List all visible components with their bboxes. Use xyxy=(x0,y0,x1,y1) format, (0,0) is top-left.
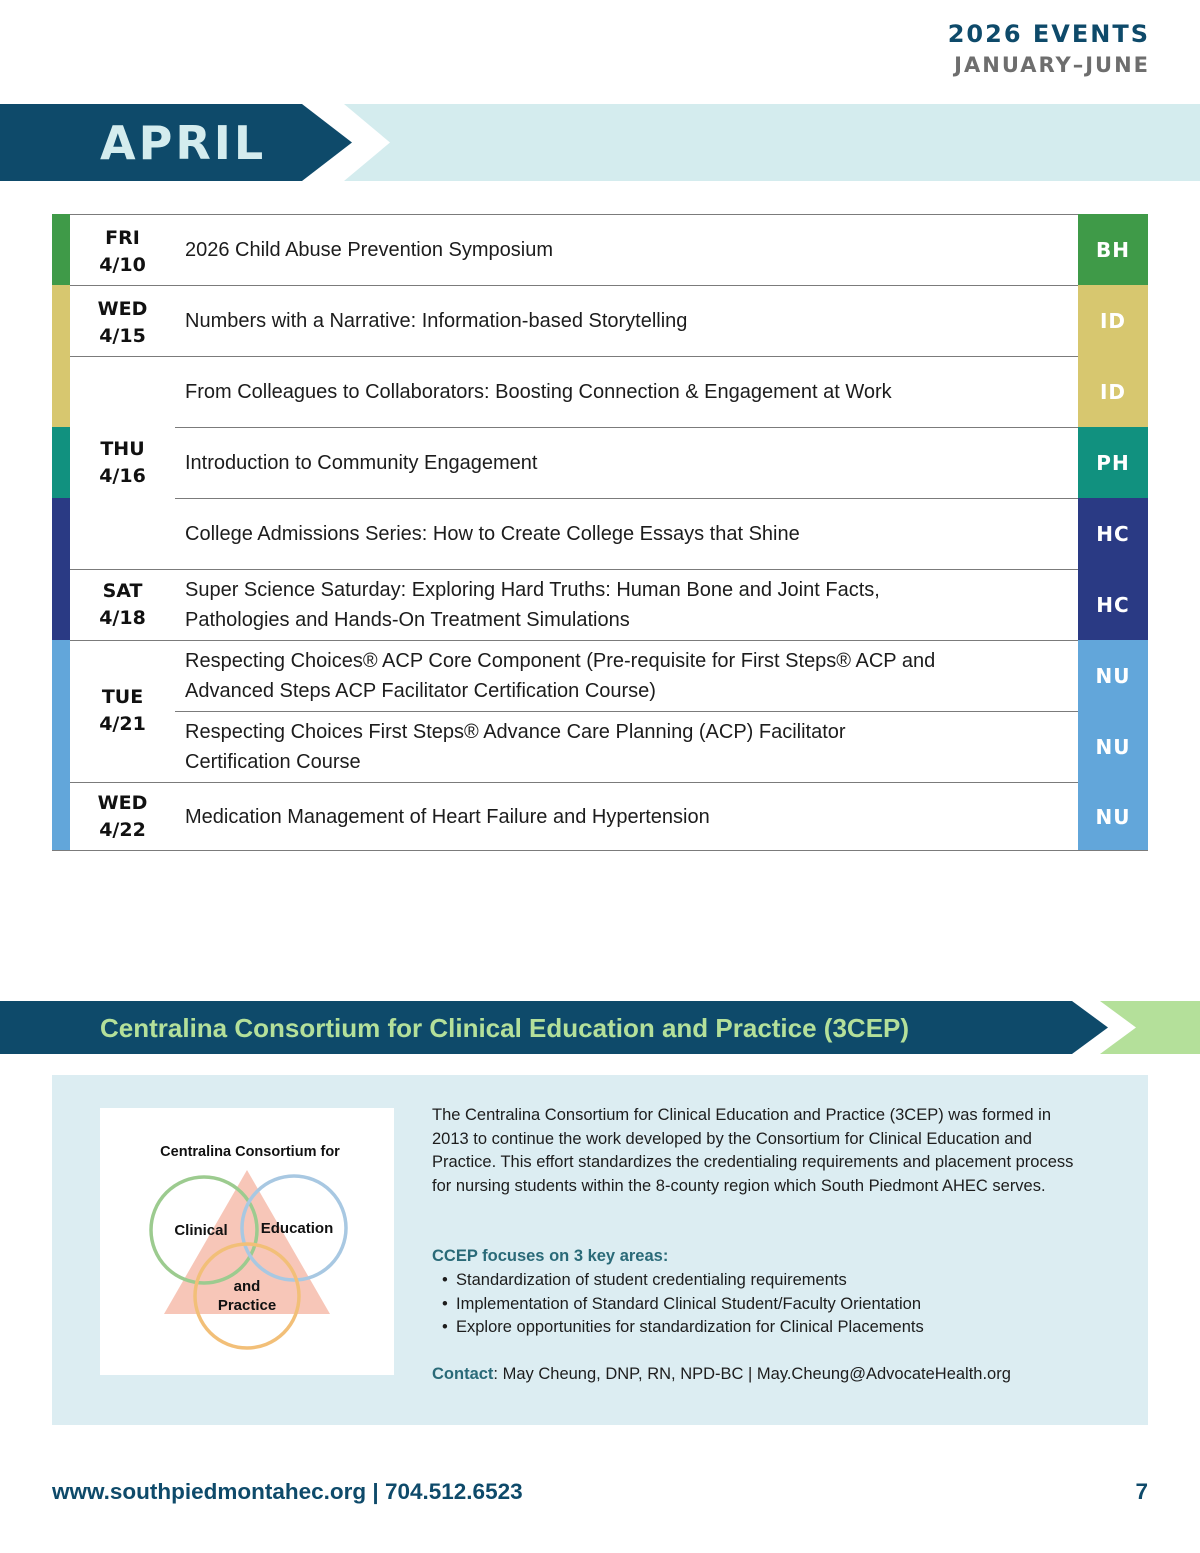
date-weekday: THU xyxy=(100,438,145,460)
date-number: 4/10 xyxy=(99,254,146,276)
row-divider xyxy=(175,711,1078,712)
category-badge: HC xyxy=(1078,569,1148,640)
focus-list xyxy=(432,1269,924,1340)
row-divider xyxy=(70,356,1078,357)
logo-clinical-label: Clinical xyxy=(174,1222,228,1239)
category-stripe xyxy=(52,640,70,851)
focus-heading: CCEP focuses on 3 key areas: xyxy=(432,1247,669,1265)
category-stripe xyxy=(52,285,70,427)
events-range-heading: JANUARY–JUNE xyxy=(954,53,1150,77)
logo-and-label: and xyxy=(233,1278,261,1295)
event-title: 2026 Child Abuse Prevention Symposium xyxy=(185,238,553,261)
row-divider xyxy=(175,427,1078,428)
event-date xyxy=(70,684,175,738)
contact-value: : May Cheung, DNP, RN, NPD-BC | May.Cheung@AdvocateHealth.org xyxy=(493,1365,1011,1383)
event-date xyxy=(70,225,175,279)
logo-education-label: Education xyxy=(260,1220,334,1237)
date-weekday: SAT xyxy=(102,580,143,602)
date-number: 4/21 xyxy=(99,713,146,735)
event-title: Medication Management of Heart Failure and Hypertension xyxy=(185,805,710,828)
category-badge: ID xyxy=(1078,285,1148,356)
event-title: From Colleagues to Collaborators: Boosting Connection & Engagement at Work xyxy=(185,380,892,403)
row-divider xyxy=(175,498,1078,499)
event-date xyxy=(70,296,175,350)
events-table xyxy=(52,214,1148,851)
event-date xyxy=(70,790,175,844)
event-title: College Admissions Series: How to Create College Essays that Shine xyxy=(185,522,800,545)
logo-caption: Centralina Consortium for xyxy=(160,1144,340,1160)
date-number: 4/18 xyxy=(99,607,146,629)
focus-item: • Implementation of Standard Clinical Student/Faculty Orientation xyxy=(432,1293,924,1317)
date-number: 4/22 xyxy=(99,819,146,841)
row-divider xyxy=(70,569,1078,570)
section-title: Centralina Consortium for Clinical Education and Practice (3CEP) xyxy=(100,1013,910,1043)
date-number: 4/15 xyxy=(99,325,146,347)
event-title: Super Science Saturday: Exploring Hard Truths: Human Bone and Joint Facts, Pathologies and Hands-On Treatment Simulations xyxy=(185,578,880,631)
category-badge: PH xyxy=(1078,427,1148,498)
footer-website-phone: www.southpiedmontahec.org | 704.512.6523 xyxy=(52,1479,523,1504)
focus-item: • Explore opportunities for standardization for Clinical Placements xyxy=(432,1316,924,1340)
contact-line xyxy=(432,1363,1011,1387)
event-date xyxy=(70,578,175,632)
date-weekday: TUE xyxy=(101,686,144,708)
category-stripe xyxy=(52,214,70,285)
row-divider xyxy=(52,850,1148,851)
category-badge: NU xyxy=(1078,782,1148,851)
logo-practice-label: Practice xyxy=(217,1297,277,1314)
row-divider xyxy=(70,214,1078,215)
date-weekday: FRI xyxy=(105,227,140,249)
date-number: 4/16 xyxy=(99,465,146,487)
category-badge: NU xyxy=(1078,640,1148,711)
category-stripe xyxy=(52,498,70,640)
category-badge: NU xyxy=(1078,711,1148,782)
category-stripe xyxy=(52,427,70,498)
event-date xyxy=(70,436,175,490)
event-title: Numbers with a Narrative: Information-based Storytelling xyxy=(185,309,688,332)
date-weekday: WED xyxy=(97,792,148,814)
row-divider xyxy=(70,782,1078,783)
page-number: 7 xyxy=(1135,1479,1148,1504)
month-title: APRIL xyxy=(100,116,267,170)
category-badge: BH xyxy=(1078,214,1148,285)
category-badge: HC xyxy=(1078,498,1148,569)
section-description: The Centralina Consortium for Clinical Education and Practice (3CEP) was formed in 2013 to continue the work developed by the Consortium for Clinical Education and Practice. This effort standardizes the credentialing requirements and placement process for nursing students within the 8-county region which South Piedmont AHEC serves. xyxy=(432,1106,1074,1195)
consortium-logo xyxy=(100,1108,394,1375)
events-year-heading: 2026 EVENTS xyxy=(947,20,1150,48)
row-divider xyxy=(70,640,1078,641)
category-badge: ID xyxy=(1078,356,1148,427)
focus-item: • Standardization of student credentialing requirements xyxy=(432,1269,924,1293)
row-divider xyxy=(70,285,1078,286)
contact-label: Contact xyxy=(432,1365,494,1383)
date-weekday: WED xyxy=(97,298,148,320)
event-title: Introduction to Community Engagement xyxy=(185,451,538,474)
event-title: Respecting Choices First Steps® Advance Care Planning (ACP) Facilitator Certification Course xyxy=(185,720,846,773)
event-title: Respecting Choices® ACP Core Component (Pre-requisite for First Steps® ACP and Advanced Steps ACP Facilitator Certification Course) xyxy=(185,649,936,702)
